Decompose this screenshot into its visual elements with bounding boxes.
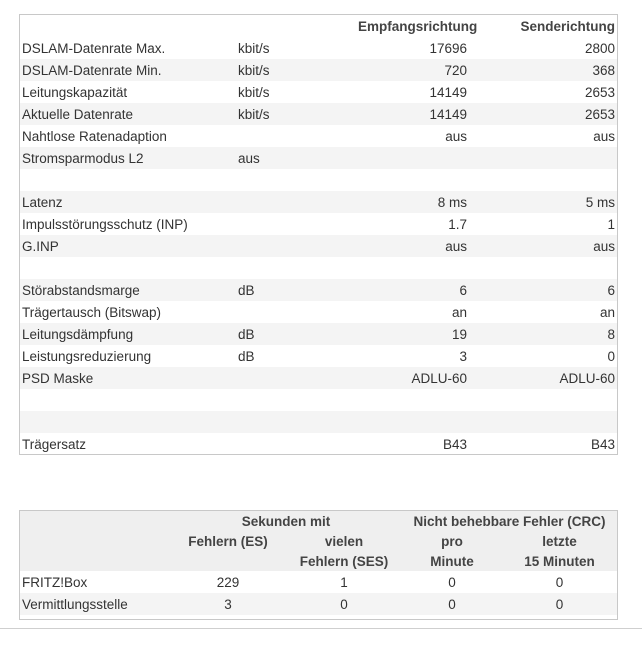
error-stats-table: [20, 511, 617, 615]
error-header-row-2: [20, 531, 617, 551]
row-upstream-value: B43: [590, 436, 615, 452]
row-upstream-value: [469, 257, 617, 279]
row-label: Störabstandsmarge: [20, 279, 236, 301]
bottom-divider: [0, 628, 642, 629]
row-upstream-value: an: [599, 304, 615, 320]
row-upstream-value: aus: [469, 235, 617, 257]
row-upstream-value: [469, 147, 617, 169]
row-upstream-value: [469, 389, 617, 411]
per-minute-value: 0: [402, 593, 502, 615]
row-downstream-value: B43: [442, 436, 467, 452]
dsl-table-row: [20, 345, 617, 367]
row-upstream-value: 2653: [584, 84, 615, 100]
row-downstream-value: aus: [445, 128, 467, 144]
ses-value: 0: [286, 593, 402, 615]
dsl-table-row: [20, 37, 617, 59]
row-label: [20, 169, 236, 191]
row-downstream-value: [356, 389, 469, 411]
row-upstream-value: 6: [469, 279, 617, 301]
row-unit: dB: [236, 323, 356, 345]
dsl-table-row: [20, 433, 617, 455]
ses-value: 1: [340, 574, 348, 590]
dsl-table-row: [20, 169, 617, 191]
row-unit: kbit/s: [238, 40, 270, 56]
row-downstream-value: 720: [356, 59, 469, 81]
row-label: Trägertausch (Bitswap): [22, 304, 162, 320]
dsl-table-row: [20, 59, 617, 81]
dsl-table-header: [20, 15, 617, 37]
row-unit: dB: [238, 348, 255, 364]
dsl-table-row: [20, 279, 617, 301]
row-label: Stromsparmodus L2: [20, 147, 236, 169]
row-downstream-value: 1.7: [448, 216, 467, 232]
last15-header-line2: 15 Minuten: [502, 551, 617, 571]
row-label: Leitungskapazität: [22, 84, 128, 100]
row-upstream-value: aus: [593, 128, 615, 144]
row-unit: dB: [236, 279, 356, 301]
error-row-label: Vermittlungsstelle: [20, 593, 170, 615]
es-value: 3: [170, 593, 286, 615]
row-downstream-value: 3: [459, 348, 467, 364]
row-upstream-value: 0: [607, 348, 615, 364]
upstream-header: Senderichtung: [520, 18, 615, 34]
last15-value: 0: [502, 593, 617, 615]
row-unit: [236, 125, 356, 147]
row-upstream-value: 1: [607, 216, 615, 232]
error-stats-row: [20, 593, 617, 615]
row-unit: [236, 411, 356, 433]
row-unit: [236, 367, 356, 389]
crc-group-header: Nicht behebbare Fehler (CRC): [402, 511, 617, 531]
dsl-table-row: [20, 389, 617, 411]
per-minute-header-line1: pro: [402, 531, 502, 551]
dsl-table-row: [20, 257, 617, 279]
dsl-table-row: [20, 367, 617, 389]
row-label: DSLAM-Datenrate Max.: [22, 40, 166, 56]
ses-header-line2: Fehlern (SES): [286, 551, 402, 571]
row-label: Latenz: [20, 191, 236, 213]
ses-header-line1: vielen: [286, 531, 402, 551]
row-unit: [236, 433, 356, 455]
downstream-header: Empfangsrichtung: [358, 18, 478, 34]
row-label: DSLAM-Datenrate Min.: [20, 59, 236, 81]
error-header-groups: [20, 511, 617, 531]
row-upstream-value: 2800: [584, 40, 615, 56]
row-label: PSD Maske: [20, 367, 236, 389]
row-downstream-value: 17696: [429, 40, 467, 56]
dsl-table-row: [20, 301, 617, 323]
error-stats-row: [20, 571, 617, 593]
error-stats-panel: [19, 510, 618, 620]
row-label: [20, 411, 236, 433]
dsl-table-row: [20, 147, 617, 169]
row-label: [20, 257, 236, 279]
es-value: 229: [216, 574, 240, 590]
row-unit: aus: [236, 147, 356, 169]
row-unit: kbit/s: [238, 84, 270, 100]
dsl-table-row: [20, 125, 617, 147]
row-label: Impulsstörungsschutz (INP): [22, 216, 188, 232]
row-label: G.INP: [20, 235, 236, 257]
dsl-table-row: [20, 103, 617, 125]
row-label: Leistungsreduzierung: [22, 348, 152, 364]
row-downstream-value: 14149: [356, 103, 469, 125]
dsl-table-row: [20, 323, 617, 345]
row-downstream-value: 6: [356, 279, 469, 301]
last15-header-line1: letzte: [502, 531, 617, 551]
row-unit: [236, 213, 356, 235]
row-unit: [236, 301, 356, 323]
dsl-table-row: [20, 81, 617, 103]
dsl-table-row: [20, 235, 617, 257]
row-label: Trägersatz: [22, 436, 87, 452]
row-downstream-value: 14149: [429, 84, 467, 100]
dsl-table-row: [20, 213, 617, 235]
row-upstream-value: [469, 411, 617, 433]
row-downstream-value: 8 ms: [356, 191, 469, 213]
row-label: Leitungsdämpfung: [20, 323, 236, 345]
row-unit: [236, 389, 356, 411]
error-row-label: FRITZ!Box: [22, 574, 88, 590]
row-downstream-value: [356, 147, 469, 169]
row-downstream-value: [356, 169, 469, 191]
error-header-row-3: [20, 551, 617, 571]
per-minute-header-line2: Minute: [402, 551, 502, 571]
row-downstream-value: an: [451, 304, 467, 320]
row-upstream-value: 2653: [469, 103, 617, 125]
seconds-group-header: Sekunden mit: [170, 511, 402, 531]
dsl-table-row: [20, 191, 617, 213]
row-unit: [236, 257, 356, 279]
row-unit: kbit/s: [236, 59, 356, 81]
row-downstream-value: aus: [356, 235, 469, 257]
row-upstream-value: 8: [469, 323, 617, 345]
dsl-info-panel: [19, 14, 618, 455]
row-upstream-value: 5 ms: [469, 191, 617, 213]
per-minute-value: 0: [448, 574, 456, 590]
row-downstream-value: 19: [356, 323, 469, 345]
row-upstream-value: ADLU-60: [469, 367, 617, 389]
es-header: Fehlern (ES): [170, 531, 286, 551]
row-downstream-value: ADLU-60: [356, 367, 469, 389]
row-label: Aktuelle Datenrate: [20, 103, 236, 125]
row-label: [20, 389, 236, 411]
row-unit: [236, 191, 356, 213]
row-label: Nahtlose Ratenadaption: [22, 128, 167, 144]
dsl-info-table: [20, 15, 617, 455]
row-unit: kbit/s: [236, 103, 356, 125]
row-unit: [236, 235, 356, 257]
row-downstream-value: [356, 257, 469, 279]
dsl-table-row: [20, 411, 617, 433]
last15-value: 0: [555, 574, 564, 590]
row-unit: [236, 169, 356, 191]
row-upstream-value: [469, 169, 617, 191]
row-upstream-value: 368: [469, 59, 617, 81]
row-downstream-value: [356, 411, 469, 433]
